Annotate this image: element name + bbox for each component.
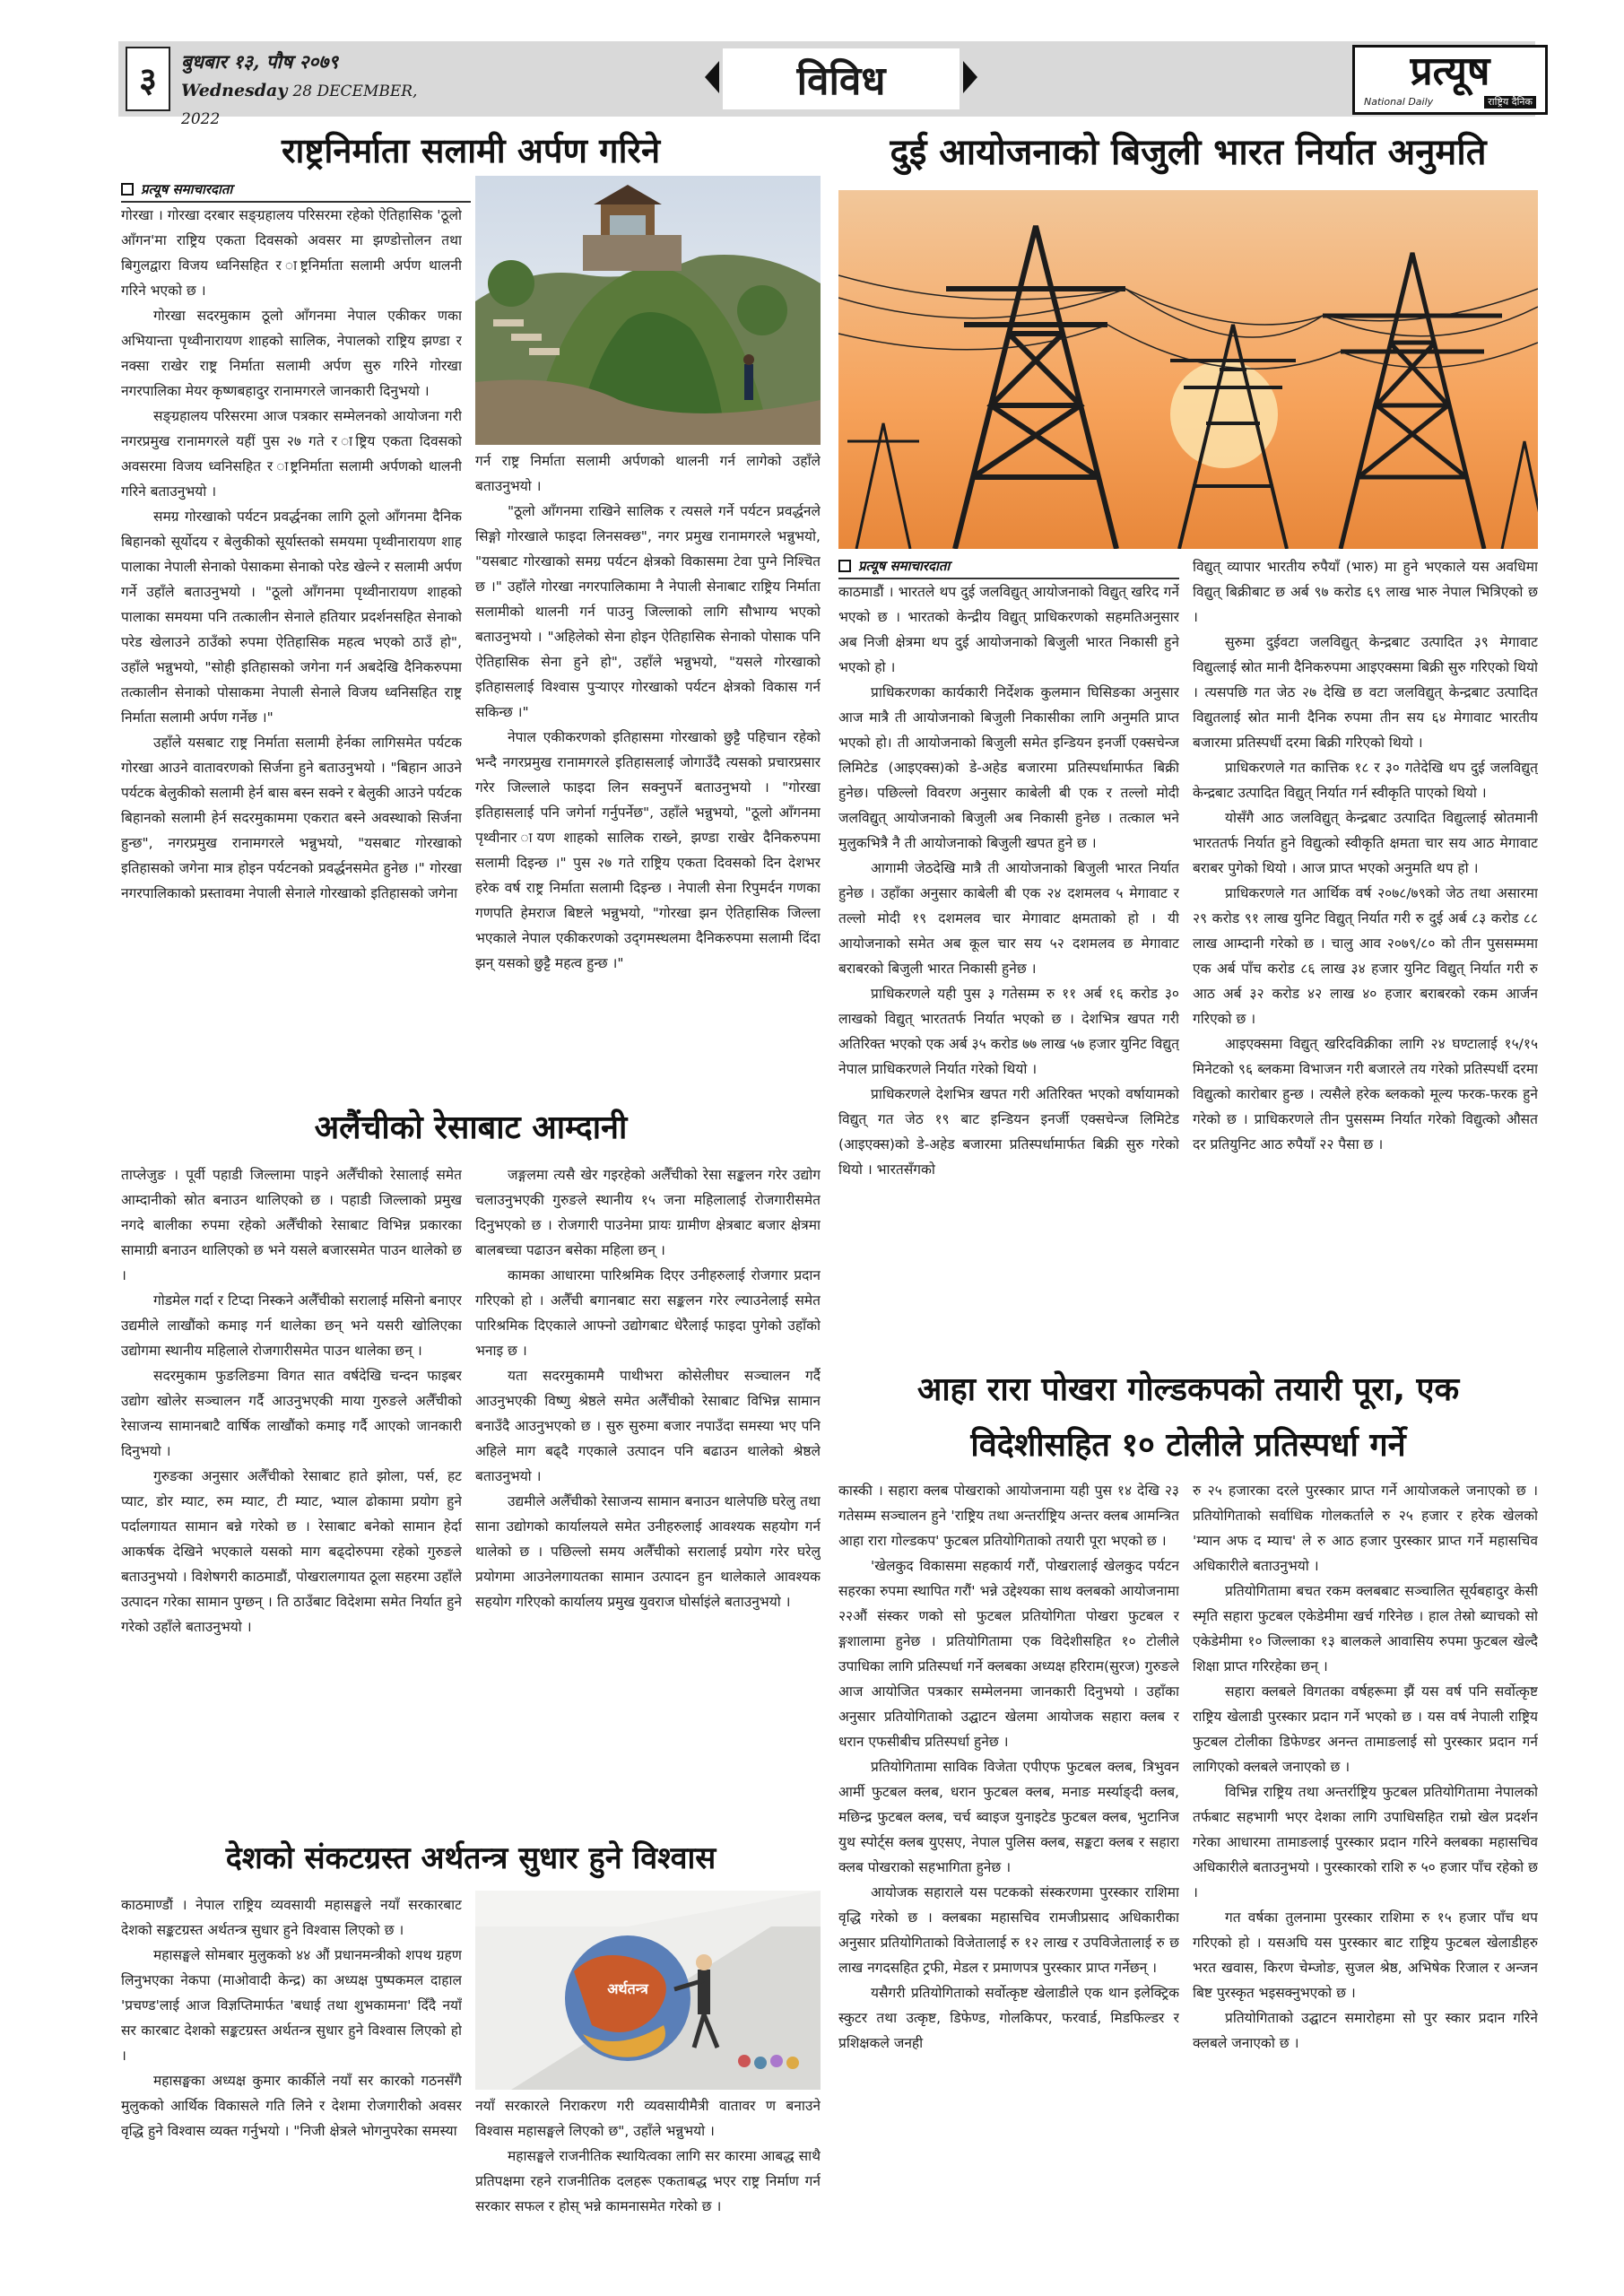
paragraph: प्राधिकरणले गत कात्तिक १८ र ३० गतेदेखि थप दुई जलविद्युत् केन्द्रबाट उत्पादित विद्युत् निर्यात गर्न स्वीकृति पाएको थियो । xyxy=(1193,760,1538,801)
rara-column-2 xyxy=(1193,1478,1538,2271)
arthatantra-column-2 xyxy=(475,2093,821,2269)
paragraph: जङ्गलमा त्यसै खेर गइरहेको अलैँचीको रेसा सङ्कलन गरेर उद्योग चलाउनुभएकी गुरुङले स्थानीय १५ जना महिलालाई रोजगारीसमेत दिनुभएको छ । रोजगारी पाउनेमा प्रायः ग्रामीण क्षेत्रबाट बजार क्षेत्रमा बालबच्चा पढाउन बसेका महिला छन् । xyxy=(475,1167,821,1258)
paragraph: गत वर्षका तुलनामा पुरस्कार राशिमा रु १५ हजार पाँच थप गरिएको हो । यसअघि यस पुरस्कार बाट राष्ट्रिय फुटबल खेलाडीहरु भरत खवास, किरण चेम्जोङ, सुजल श्रेष्ठ, अभिषेक रिजाल र अन्जन बिष्ट पुरस्कृत भइसक्नुभएको छ । xyxy=(1193,1909,1538,2001)
paragraph: प्राधिकरणले गत आर्थिक वर्ष २०७८/७९को जेठ तथा असारमा २९ करोड ९१ लाख युनिट विद्युत् निर्यात गरी रु दुई अर्ब ८३ करोड ८८ लाख आम्दानी गरेको छ । चालु आव २०७९/८० को तीन पुससम्ममा एक अर्ब पाँच करोड ८६ लाख ३४ हजार युनिट विद्युत् निर्यात गरी रु आठ अर्ब ३२ करोड ४२ लाख ४० हजार बराबरको रकम आर्जन गरिएको छ । xyxy=(1193,885,1538,1027)
paragraph: प्राधिकरणले देशभित्र खपत गरी अतिरिक्त भएको वर्षायामको विद्युत् गत जेठ १९ बाट इन्डियन इनर्जी एक्सचेन्ज लिमिटेड (आइएक्स)को डे-अहेड बजारमा प्रतिस्पर्धामार्फत बिक्री सुरु गरेको थियो । भारतसँगको xyxy=(838,1086,1179,1178)
page-number-box xyxy=(126,47,170,111)
page-number: ३ xyxy=(139,60,157,100)
newspaper-logo xyxy=(1352,45,1548,115)
byline-box-icon xyxy=(121,183,134,196)
section-title-box xyxy=(723,48,960,109)
headline-arthatantra: देशको संकटग्रस्त अर्थतन्त्र सुधार हुने विश्वास xyxy=(225,1840,716,1876)
paragraph: काठमाडौं । भारतले थप दुई जलविद्युत् आयोजनाको विद्युत् खरिद गर्ने भएको छ । भारतको केन्द्रीय विद्युत् प्राधिकरणको सहमतिअनुसार अब निजी क्षेत्रमा थप दुई आयोजनाको बिजुली भारत निकासी हुने भएको हो । xyxy=(838,584,1179,675)
bijuli-column-1 xyxy=(838,579,1179,1360)
rara-column-1 xyxy=(838,1478,1179,2271)
date-nepali: बुधबार १३, पौष २०७९ xyxy=(181,50,339,73)
paragraph: सङ्ग्रहालय परिसरमा आज पत्रकार सम्मेलनको आयोजना गरी नगरप्रमुख रानामगरले यहीं पुस २७ गते र ाष्ट्रिय एकता दिवसको अवसरमा विजय ध्वनिसहित र ाष्ट्रनिर्माता सलामी अर्पणको थालनी गरिने बताउनुभयो । xyxy=(121,408,462,500)
paragraph: प्रतियोगिताको उद्घाटन समारोहमा सो पुर स्कार प्रदान गरिने क्लबले जनाएको छ । xyxy=(1193,2010,1538,2051)
headline-salami: राष्ट्रनिर्माता सलामी अर्पण गरिने xyxy=(281,131,661,170)
paragraph: प्राधिकरणले यही पुस ३ गतेसम्म रु ११ अर्ब १६ करोड ३० लाखको विद्युत् भारततर्फ निर्यात भएको छ । देशभित्र खपत गरी अतिरिक्त भएको एक अर्ब ३५ करोड ७७ लाख ५७ हजार युनिट विद्युत् नेपाल प्राधिकरणले निर्यात गरेको थियो । xyxy=(838,986,1179,1077)
date-block xyxy=(181,47,459,128)
gorkha-palace-photo xyxy=(475,176,821,445)
paragraph: ताप्लेजुङ । पूर्वी पहाडी जिल्लामा पाइने अलैँचीको रेसालाई समेत आम्दानीको स्रोत बनाउन थालिएको छ । पहाडी जिल्लाको प्रमुख नगदे बालीका रुपमा रहेको अलैँचीको रेसाबाट विभिन्न प्रकारका सामाग्री बनाउन थालिएको छ भने यसले बजारसमेत पाउन थालेको छ । xyxy=(121,1167,462,1283)
byline-box-icon xyxy=(838,560,851,572)
alaichi-column-1 xyxy=(121,1162,462,1824)
paragraph: आइएक्समा विद्युत् खरिदविक्रीका लागि २४ घण्टालाई १५/१५ मिनेटको ९६ ब्लकमा विभाजन गरी बजारले तय गरेको प्रतिस्पर्धी दरमा विद्युत्को कारोबार हुन्छ । त्यसैले हरेक ब्लकको मूल्य फरक-फरक हुने गरेको छ । प्राधिकरणले तीन पुससम्म निर्यात गरेको विद्युत्को औसत दर प्रतियुनिट आठ रुपैयाँ २२ पैसा छ । xyxy=(1193,1036,1538,1152)
headline-bijuli: दुई आयोजनाको बिजुली भारत निर्यात अनुमति xyxy=(890,132,1487,173)
paragraph: गोरखा । गोरखा दरबार सङ्ग्रहालय परिसरमा रहेको ऐतिहासिक 'ठूलो आँगन'मा राष्ट्रिय एकता दिवसको अवसर मा झण्डोत्तोलन तथा बिगुलद्वारा विजय ध्वनिसहित र ाष्ट्रनिर्माता सलामी अर्पण थालनी गरिने भएको छ । xyxy=(121,207,462,299)
logo-sub-right: राष्ट्रिय दैनिक xyxy=(1484,96,1536,109)
paragraph: महासङ्घले सोमबार मुलुकको ४४ औं प्रधानमन्त्रीको शपथ ग्रहण लिनुभएका नेकपा (माओवादी केन्द्र) का अध्यक्ष पुष्पकमल दाहाल 'प्रचण्ड'लाई आज विज्ञप्तिमार्फत 'बधाई तथा शुभकामना' दिँदै नयाँ सर कारबाट देशको सङ्कटग्रस्त अर्थतन्त्र सुधार हुने विश्वास लिएको हो । xyxy=(121,1947,462,2064)
paragraph: कामका आधारमा पारिश्रमिक दिएर उनीहरुलाई रोजगार प्रदान गरिएको हो । अलैँची बगानबाट सरा सङ्कलन गरेर ल्याउनेलाई समेत पारिश्रमिक दिएकाले आफ्नो उद्योगबाट धेरैलाई फाइदा पुगेको उहाँको भनाइ छ । xyxy=(475,1267,821,1359)
paragraph: महासङ्घले राजनीतिक स्थायित्वका लागि सर कारमा आबद्ध साथै प्रतिपक्षमा रहने राजनीतिक दलहरू एकताबद्ध भएर राष्ट्र निर्माण गर्न सरकार सफल र होस् भन्ने कामनासमेत गरेको छ । xyxy=(475,2148,821,2214)
section-right-arrow xyxy=(963,61,977,93)
paragraph: नेपाल एकीकरणको इतिहासमा गोरखाको छुट्टै पहिचान रहेको भन्दै नगरप्रमुख रानामगरले इतिहासलाई जोगाउँदै त्यसको प्रचारप्रसार गरेर जिल्लाले फाइदा लिन सक्नुपर्ने बताउनुभयो । "गोरखा इतिहासलाई पनि जगेर्ना गर्नुपर्नेछ", उहाँले भन्नुभयो, "ठूलो आँगनमा पृथ्वीनार ायण शाहको सालिक राख्ने, झण्डा राखेर दैनिकरुपमा सलामी दिइन्छ ।" पुस २७ गते राष्ट्रिय एकता दिवसको दिन देशभर हरेक वर्ष राष्ट्र निर्माता सलामी दिइन्छ । नेपाली सेना रिपुमर्दन गणका गणपति हेमराज बिष्टले भन्नुभयो, "गोरखा झन ऐतिहासिक जिल्ला भएकाले नेपाल एकीकरणको उद्‌गमस्थलमा दैनिकरुपमा सलामी दिंदा झन् यसको छुट्टै महत्व हुन्छ ।" xyxy=(475,729,821,971)
cartoon-label: अर्थतन्त्र xyxy=(607,1980,648,1997)
alaichi-column-2 xyxy=(475,1162,821,1824)
byline-bijuli xyxy=(838,556,1179,579)
paragraph: महासङ्घका अध्यक्ष कुमार कार्कीले नयाँ सर कारको गठनसँगै मुलुकको आर्थिक विकासले गति लिने र देशमा रोजगारीको अवसर वृद्धि हुने विश्वास व्यक्त गर्नुभयो । "निजी क्षेत्रले भोगनुपरेका समस्या xyxy=(121,2073,462,2139)
paragraph: योसँगै आठ जलविद्युत् केन्द्रबाट उत्पादित विद्युत्लाई स्रोतमानी भारततर्फ निर्यात हुने विद्युत्को स्वीकृति क्षमता चार सय आठ मेगावाट बराबर पुगेको थियो । आज प्राप्त भएको अनुमति थप हो । xyxy=(1193,810,1538,876)
paragraph: यता सदरमुकाममै पाथीभरा कोसेलीघर सञ्चालन गर्दै आउनुभएकी विष्णु श्रेष्ठले समेत अलैँचीको रेसाबाट विभिन्न सामान बनाउँदै आउनुभएको छ । सुरु सुरुमा बजार नपाउँदा समस्या भए पनि अहिले माग बढ्दै गएकाले उत्पादन पनि बढाउन थालेको श्रेष्ठले बताउनुभयो । xyxy=(475,1368,821,1484)
paragraph: विद्युत् व्यापार भारतीय रुपैयाँ (भारु) मा हुने भएकाले यस अवधिमा विद्युत् बिक्रीबाट छ अर्ब ९७ करोड ६९ लाख भारु नेपाल भित्रिएको छ । xyxy=(1193,559,1538,625)
paragraph: रु २५ हजारका दरले पुरस्कार प्राप्त गर्ने आयोजकले जनाएको छ । प्रतियोगिताको सर्वाधिक गोलकर्तालेे रु २५ हजार र हरेक खेलको 'म्यान अफ द म्याच' ले रु आठ हजार पुरस्कार प्राप्त गर्ने महासचिव अधिकारीले बताउनुभयो । xyxy=(1193,1483,1538,1574)
paragraph: गुरुङका अनुसार अलैँचीको रेसाबाट हाते झोला, पर्स, हट प्याट, डोर म्याट, रुम म्याट, टी म्याट, भ्याल ढोकामा प्रयोग हुने पर्दालगायत सामान बन्ने गरेको छ । रेसाबाट बनेको सामान हेर्दा आकर्षक देखिने भएकाले यसको माग बढ्दोरुपमा रहेको गुरुङले बताउनुभयो । विशेषगरी काठमाडौं, पोखरालगायत ठूला सहरमा उहाँले उत्पादन गरेका सामान पुग्छन् । ति ठाउँबाट विदेशमा समेत निर्यात हुने गरेको उहाँले बताउनुभयो । xyxy=(121,1468,462,1635)
paragraph: यसैगरी प्रतियोगिताको सर्वोत्कृष्ट खेलाडीले एक थान इलेक्ट्रिक स्कुटर तथा उत्कृष्ट, डिफेण्ड, गोलकिपर, फरवार्ड, मिडफिल्डर र प्रशिक्षकले जनही xyxy=(838,1985,1179,2051)
arthatantra-column-1 xyxy=(121,1892,462,2269)
date-english: 28 DECEMBER, 2022 xyxy=(181,83,418,128)
byline-salami xyxy=(121,179,471,203)
paragraph: कास्की । सहारा क्लब पोखराको आयोजनामा यही पुस १४ देखि २३ गतेसम्म सञ्चालन हुने 'राष्ट्रिय तथा अन्तर्राष्ट्रिय अन्तर क्लब आमन्त्रित आहा रारा गोल्डकप' फुटबल प्रतियोगिताको तयारी पूरा भएको छ । xyxy=(838,1483,1179,1549)
headline-rara-line-2: विदेशीसहित १० टोलीले प्रतिस्पर्धा गर्ने xyxy=(970,1427,1406,1464)
gorkha-palace-image xyxy=(475,176,821,445)
paragraph: समग्र गोरखाको पर्यटन प्रवर्द्धनका लागि ठूलो आँगनमा दैनिक बिहानको सूर्योदय र बेलुकीको सूर्यास्तको समयमा पृथ्वीनारायण शाह पालाका नेपाली सेनाको पेसाकमा सेनाको परेड खेल्ने र सलामी अर्पण गर्ने उहाँले बताउनुभयो । "ठूलो आँगनमा पृथ्वीनारायण शाहको पालाका समयमा पनि तत्कालीन सेनाले हतियार प्रदर्शनसहित सेनाको परेड खेलाउने ठाउँको रुपमा ऐतिहासिक महत्व भएको ठाउँ हो", उहाँले भन्नुभयो, "सोही इतिहासको जगेना गर्न अबदेखि दैनिकरुपमा तत्कालीन सेनाको पोसाकमा नेपाली सेनाले विजय ध्वनिसहित राष्ट्र निर्माता सलामी अर्पण गर्नेछ ।" xyxy=(121,509,462,726)
paragraph: सदरमुकाम फुङलिङमा विगत सात वर्षदेखि चन्दन फाइबर उद्योग खोलेर सञ्चालन गर्दै आउनुभएकी माया गुरुङले अलैँचीको रेसाजन्य सामानबाटै वार्षिक लाखौंको कमाइ गर्दै आएको जानकारी दिनुभयो । xyxy=(121,1368,462,1459)
paragraph: गर्न राष्ट्र निर्माता सलामी अर्पणको थालनी गर्न लागेको उहाँले बताउनुभयो । xyxy=(475,453,821,494)
power-towers-image xyxy=(838,190,1538,549)
date-english-day: Wednesday xyxy=(181,81,288,100)
paragraph: आयोजक सहाराले यस पटकको संस्करणमा पुरस्कार राशिमा वृद्धि गरेको छ । क्लबका महासचिव रामजीप्रसाद अधिकारीका अनुसार प्रतियोगिताको विजेतालाई रु १२ लाख र उपविजेतालाई रु छ लाख नगदसहित ट्रफी, मेडल र प्रमाणपत्र पुरस्कार प्राप्त गर्नेछन् । xyxy=(838,1884,1179,1976)
headline-rara-line-1: आहा रारा पोखरा गोल्डकपको तयारी पूरा, एक xyxy=(916,1371,1460,1408)
paragraph: नयाँ सरकारले निराकरण गरी व्यवसायीमैत्री वातावर ण बनाउने विश्वास महासङ्घले लिएको छ", उहाँले भन्नुभयो । xyxy=(475,2098,821,2139)
logo-title: प्रत्यूष xyxy=(1410,48,1490,94)
power-towers-photo xyxy=(838,190,1538,549)
paragraph: आगामी जेठदेखि मात्रै ती आयोजनाको बिजुली भारत निर्यात हुनेछ । उहाँका अनुसार काबेली बी एक २४ दशमलव ५ मेगावाट र तल्लो मोदी १९ दशमलव चार मेगावाट क्षमताको हो । यी आयोजनाको समेत अब कूल चार सय ५२ दशमलव छ मेगावाट बराबरको बिजुली भारत निकासी हुनेछ । xyxy=(838,860,1179,977)
paragraph: सहारा क्लबले विगतका वर्षहरूमा झैं यस वर्ष पनि सर्वोत्कृष्ट राष्ट्रिय खेलाडी पुरस्कार प्रदान गर्ने भएको छ । यस वर्ष नेपाली राष्ट्रिय फुटबल टोलीका डिफेण्डर अनन्त तामाङलाई सो पुरस्कार प्रदान गर्न लागिएको क्लबले जनाएको छ । xyxy=(1193,1683,1538,1775)
paragraph: प्रतियोगितामा बचत रकम क्लबबाट सञ्चालित सूर्यबहादुर केसी स्मृति सहारा फुटबल एकेडेमीमा खर्च गरिनेछ । हाल तेस्रो ब्याचको सो एकेडेमीमा १० जिल्लाका १३ बालकले आवासिय रुपमा फुटबल खेल्दै शिक्षा प्राप्त गरिरहेका छन् । xyxy=(1193,1583,1538,1674)
paragraph: उहाँले यसबाट राष्ट्र निर्माता सलामी हेर्नका लागिसमेत पर्यटक गोरखा आउने वातावरणको सिर्जना हुने बताउनुभयो । "बिहान आउने पर्यटक बेलुकीको सलामी हेर्न बास बस्न सक्ने र बेलुकी आउने पर्यटक बिहानको सलामी हेर्न सदरमुकाममा एकरात बस्ने अवस्थाको सिर्जना हुन्छ", नगरप्रमुख रानामगरले भन्नुभयो, "यसबाट गोरखाको इतिहासको जगेना मात्र होइन पर्यटनको प्रवर्द्धनसमेत हुनेछ ।" गोरखा नगरपालिकाको प्रस्तावमा नेपाली सेनाले गोरखाको इतिहासको जगेना xyxy=(121,735,462,901)
paragraph: उद्यमीले अलैँचीको रेसाजन्य सामान बनाउन थालेपछि घरेलु तथा साना उद्योगको कार्यालयले समेत उनीहरुलाई आवश्यक सहयोग गर्न थालेको छ । पछिल्लो समय अलैँचीको सरालाई प्रयोग गरेर घरेलु प्रयोगमा आउनेलगायतका सामान उत्पादन हुन थालेकाले आवश्यक सहयोग गरिएको कार्यालय प्रमुख युवराज घोर्साइंले बताउनुभयो । xyxy=(475,1493,821,1610)
paragraph: गोडमेल गर्दा र टिप्दा निस्कने अलैँचीको सरालाई मसिनो बनाएर उद्यमीले लाखौंको कमाइ गर्न थालेका छन् भने यसरी खोलिएका उद्योगमा स्थानीय महिलाले रोजगारीसमेत पाउन थालेका छन् । xyxy=(121,1292,462,1359)
logo-sub-left: National Daily xyxy=(1364,96,1434,108)
paragraph: प्राधिकरणका कार्यकारी निर्देशक कुलमान घिसिङका अनुसार आज मात्रै ती आयोजनाको बिजुली निकासीका लागि अनुमति प्राप्त भएको हो। ती आयोजनाको बिजुली समेत इन्डियन इनर्जी एक्सचेन्ज लिमिटेड (आइएक्स)को डे-अहेड बजारमा प्रतिस्पर्धामार्फत बिक्री हुनेछ। पछिल्लो विवरण अनुसार काबेली बी एक र तल्लो मोदी जलविद्युत् आयोजनाको बिजुली अब निकासी हुनेछ । तत्काल भने मुलुकभित्रै नै ती आयोजनाको बिजुली खपत हुने छ । xyxy=(838,684,1179,851)
economy-cartoon xyxy=(475,1891,821,2090)
paragraph: गोरखा सदरमुकाम ठूलो आँगनमा नेपाल एकीकर णका अभियान्ता पृथ्वीनारायण शाहको सालिक, नेपालको राष्ट्रिय झण्डा र नक्सा राखेर राष्ट्र निर्माता सलामी अर्पण सुरु गरिने गोरखा नगरपालिका मेयर कृष्णबहादुर रानामगरले जानकारी दिनुभयो । xyxy=(121,308,462,399)
salami-column-2 xyxy=(475,448,821,1096)
section-title: विविध xyxy=(796,58,886,104)
paragraph: काठमाण्डौं । नेपाल राष्ट्रिय व्यवसायी महासङ्घले नयाँ सरकारबाट देशको सङ्कटग्रस्त अर्थतन्त्र सुधार हुने विश्वास लिएको छ । xyxy=(121,1897,462,1938)
byline-text: प्रत्यूष समाचारदाता xyxy=(858,558,951,574)
section-left-arrow xyxy=(705,61,719,93)
paragraph: सुरुमा दुईवटा जलविद्युत् केन्द्रबाट उत्पादित ३९ मेगावाट विद्युत्लाई स्रोत मानी दैनिकरुपमा आइएक्समा बिक्री सुरु गरिएको थियो । त्यसपछि गत जेठ २७ देखि छ वटा जलविद्युत् केन्द्रबाट उत्पादित विद्युतलाई स्रोत मानी दैनिक रुपमा तीन सय ६४ मेगावाट भारतीय बजारमा प्रतिस्पर्धी दरमा बिक्री गरिएको थियो । xyxy=(1193,634,1538,751)
paragraph: प्रतियोगितामा साविक विजेता एपीएफ फुटबल क्लब, त्रिभुवन आर्मी फुटबल क्लब, धरान फुटबल क्लब, मनाङ मर्स्याङ्दी क्लब, मछिन्द्र फुटबल क्लब, चर्च ब्वाइज युनाइटेड फुटबल क्लब, भुटानिज युथ स्पोर्ट्स क्लब युएसए, नेपाल पुलिस क्लब, सङ्कटा क्लब र सहारा क्लब पोखराको सहभागिता हुनेछ । xyxy=(838,1759,1179,1875)
paragraph: 'खेलकुद विकासमा सहकार्य गरौं, पोखरालाई खेलकुद पर्यटन सहरका रुपमा स्थापित गरौं' भन्ने उद्देश्यका साथ क्लबको आयोजनामा २२औं संस्कर णको सो फुटबल प्रतियोगिता पोखरा फुटबल र ङ्गशालामा हुनेछ । प्रतियोगितामा एक विदेशीसहित १० टोलीले उपाधिका लागि प्रतिस्पर्धा गर्ने क्लबका अध्यक्ष हरिराम(सुरज) गुरुङले आज आयोजित पत्रकार सम्मेलनमा जानकारी दिनुभयो । उहाँका अनुसार प्रतियोगिताको उद्घाटन खेलमा आयोजक सहारा क्लब र धरान एफसीबीच प्रतिस्पर्धा हुनेछ । xyxy=(838,1558,1179,1750)
paragraph: "ठूलो आँगनमा राखिने सालिक र त्यसले गर्ने पर्यटन प्रवर्द्धनले सिङ्गो गोरखाले फाइदा लिनसक्छ", नगर प्रमुख रानामगरले भन्नुभयो, "यसबाट गोरखाको समग्र पर्यटन क्षेत्रको विकासमा टेवा पुग्ने निश्चित छ ।" उहाँले गोरखा नगरपालिकामा नै नेपाली सेनाबाट राष्ट्रिय निर्माता सलामीको थालनी गर्न पाउनु जिल्लाको लागि सौभाग्य भएको बताउनुभयो । "अहिलेको सेना होइन ऐतिहासिक सेनाको पोसाक पनि ऐतिहासिक सेना हुने हो", उहाँले भन्नुभयो, "यसले गोरखाको इतिहासलाई विश्वास पुऱ्याएर गोरखाको पर्यटन क्षेत्रको विकास गर्न सकिन्छ ।" xyxy=(475,503,821,720)
headline-alaichi: अलैंचीको रेसाबाट आम्दानी xyxy=(314,1109,628,1146)
paragraph: विभिन्न राष्ट्रिय तथा अन्तर्राष्ट्रिय फुटबल प्रतियोगितामा नेपालको तर्फबाट सहभागी भएर देशका लागि उपाधिसहित राम्रो खेल प्रदर्शन गरेका आधारमा तामाङलाई पुरस्कार प्रदान गरिने क्लबका महासचिव अधिकारीले बताउनुभयो । पुरस्कारको राशि रु ५० हजार पाँच रहेको छ । xyxy=(1193,1784,1538,1900)
bijuli-column-2 xyxy=(1193,554,1538,1360)
byline-text: प्रत्यूष समाचारदाता xyxy=(141,181,233,197)
salami-column-1 xyxy=(121,203,462,1096)
